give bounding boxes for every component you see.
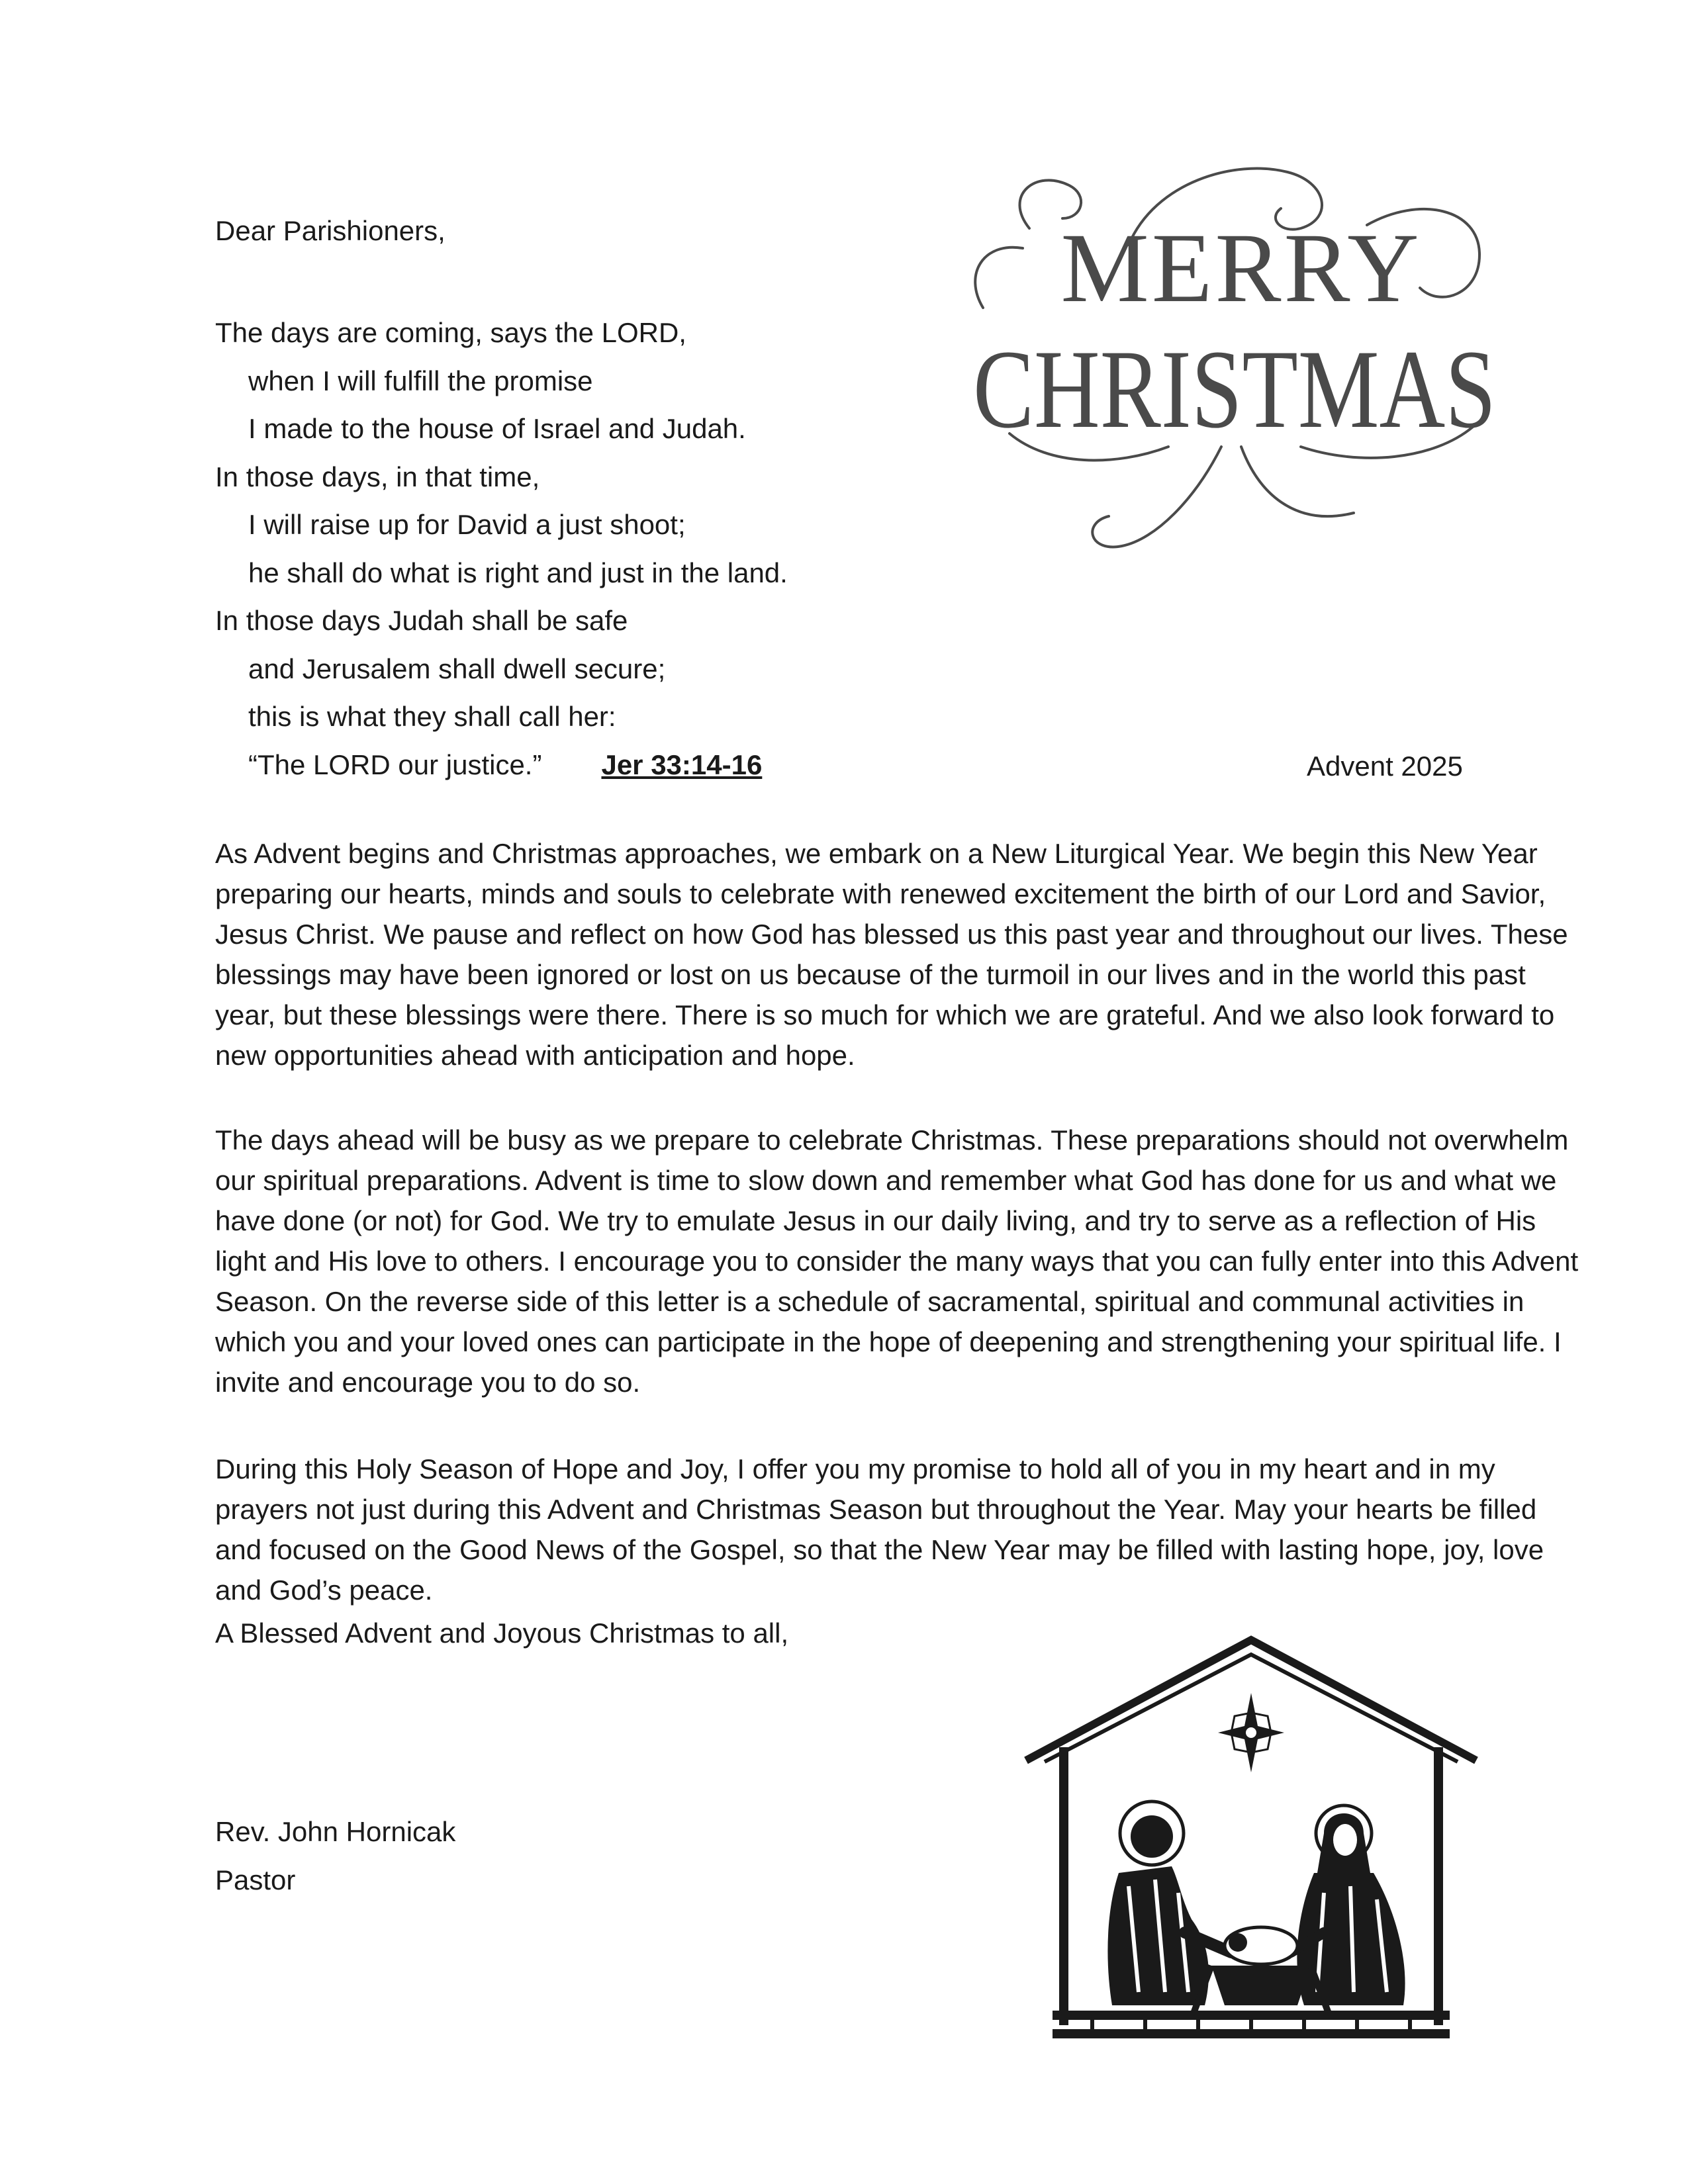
letter-paragraph xyxy=(215,1449,1579,1610)
joseph-figure xyxy=(1107,1801,1231,2005)
paragraph-text: The days ahead will be busy as we prepare to celebrate Christmas. These preparations should not overwhelm our spiritual preparations. Advent is time to slow down and remember what God has done for us and what we have done (or not) for God. We try to emulate Jesus in our daily living, and try to serve as a reflection of His light and His love to others. I encourage you to consider the many ways that you can fully enter into this Advent Season. On the reverse side of this letter is a schedule of sacramental, spiritual and communal activities in which you and your loved ones can participate in the hope of deepening and strengthening your spiritual life. I invite and encourage you to do so. xyxy=(215,1124,1579,1398)
letter-paragraph xyxy=(215,1120,1579,1402)
scripture-final-line xyxy=(215,745,1142,793)
paragraph-text: During this Holy Season of Hope and Joy, I offer you my promise to hold all of you in my heart and in my prayers not just during this Advent and Christmas Season but throughout the Year. May your hearts be filled and focused on the Good News of the Gospel, so that the New Year may be filled with lasting hope, joy, love and God’s peace. xyxy=(215,1453,1544,1606)
signature-name: Rev. John Hornicak xyxy=(215,1816,456,1847)
scripture-line: The days are coming, says the LORD, xyxy=(215,317,686,348)
signature-title: Pastor xyxy=(215,1864,296,1895)
star-icon xyxy=(1218,1693,1284,1772)
greeting: Dear Parishioners, xyxy=(215,215,445,246)
scripture-line: I will raise up for David a just shoot; xyxy=(248,509,686,540)
scripture-citation: Jer 33:14-16 xyxy=(601,749,763,780)
scripture-line: In those days Judah shall be safe xyxy=(215,605,628,636)
season-label: Advent 2025 xyxy=(1307,751,1463,782)
scripture-line: and Jerusalem shall dwell secure; xyxy=(248,653,666,684)
letter-paragraph xyxy=(215,833,1579,1075)
logo-christmas: CHRISTMAS xyxy=(973,327,1496,451)
scripture-line: In those days, in that time, xyxy=(215,461,540,492)
stable-post-right xyxy=(1434,1747,1443,2025)
paragraph-text: As Advent begins and Christmas approaches, we embark on a New Liturgical Year. We begin this New Year preparing our hearts, minds and souls to celebrate with renewed excitement the birth of our Lord and Savior, Jesus Christ. We pause and reflect on how God has blessed us this past year and throughout our lives. These blessings may have been ignored or lost on us because of the turmoil in our lives and in the world this past year, but these blessings were there. There is so much for which we are grateful. And we also look forward to new opportunities ahead with anticipation and hope. xyxy=(215,838,1568,1071)
scripture-line: I made to the house of Israel and Judah. xyxy=(248,413,746,444)
nativity-icon xyxy=(1013,1635,1489,2052)
scripture-line: when I will fulfill the promise xyxy=(248,365,593,396)
closing-line: A Blessed Advent and Joyous Christmas to all, xyxy=(215,1617,789,1649)
stable-post-left xyxy=(1059,1747,1068,2025)
logo-merry: MERRY xyxy=(1060,213,1422,323)
scripture-line: he shall do what is right and just in the land. xyxy=(248,557,788,588)
stable-base xyxy=(1053,2029,1450,2038)
merry-christmas-logo xyxy=(957,156,1513,559)
scripture-line: this is what they shall call her: xyxy=(248,701,616,732)
scripture-quote: “The LORD our justice.” xyxy=(248,749,542,780)
mary-figure xyxy=(1291,1805,1405,2005)
stable-floor xyxy=(1053,2011,1450,2020)
